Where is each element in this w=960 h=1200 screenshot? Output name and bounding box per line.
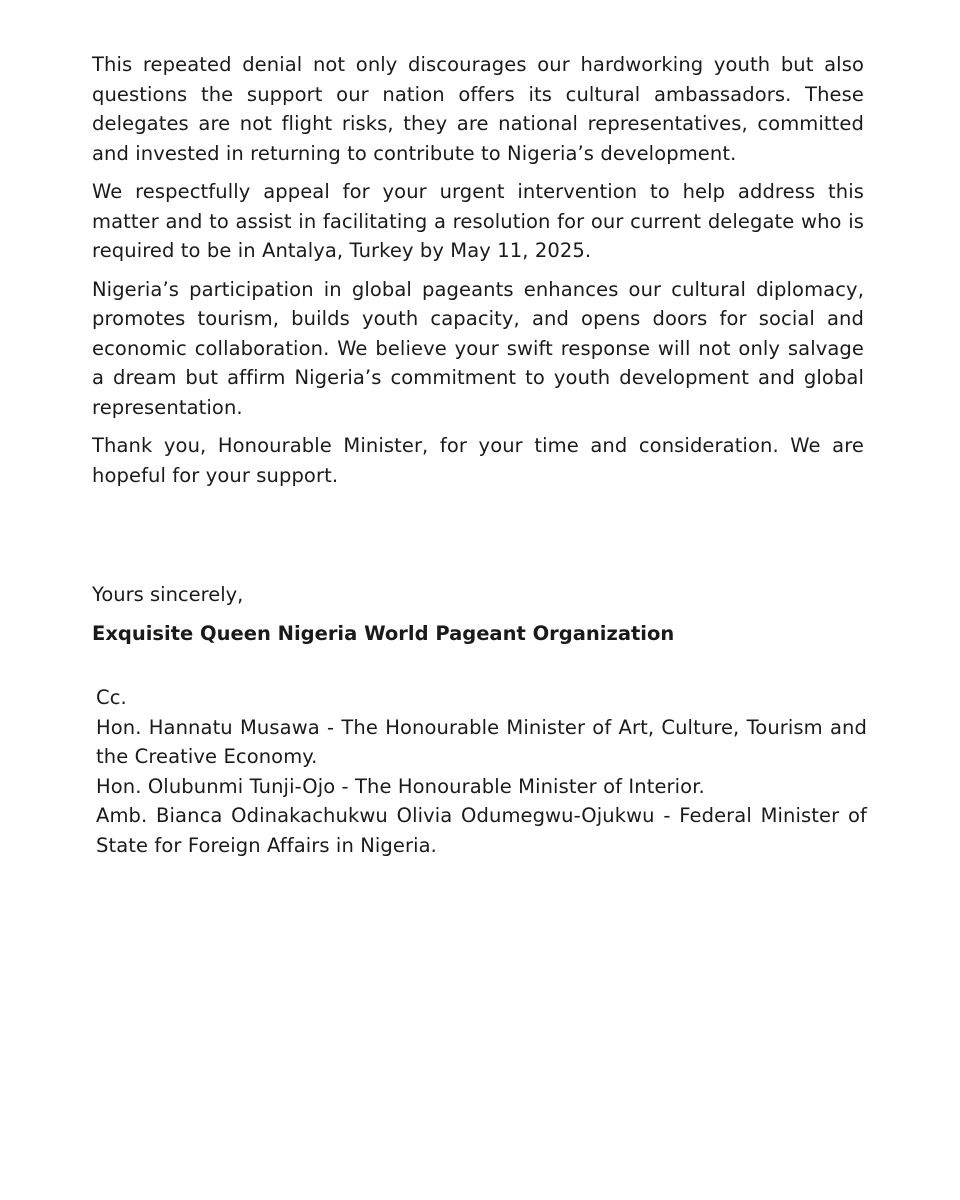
paragraph-appeal: We respectfully appeal for your urgent intervention to help address this matter and to assist in facilitating a resolution for our current delegate who is required to be in Antalya, Turkey by May 11, 2025. bbox=[92, 180, 864, 262]
cc-label: Cc. bbox=[96, 686, 127, 709]
closing-salutation: Yours sincerely, bbox=[92, 583, 244, 606]
letter-body bbox=[92, 50, 864, 499]
paragraph-denial-impact: This repeated denial not only discourages our hardworking youth but also questions the support our nation offers its cultural ambassadors. These delegates are not flight risks, they are national representatives, committed and invested in returning to contribute to Nigeria’s development. bbox=[92, 53, 864, 165]
signatory-organization: Exquisite Queen Nigeria World Pageant Organization bbox=[92, 621, 675, 645]
letter-closing bbox=[92, 580, 864, 648]
cc-recipient: Hon. Olubunmi Tunji-Ojo - The Honourable Minister of Interior. bbox=[96, 774, 705, 798]
paragraph-participation-benefits: Nigeria’s participation in global pageants enhances our cultural diplomacy, promotes tourism, builds youth capacity, and opens doors for social and economic collaboration. We believe your swift response will not only salvage a dream but affirm Nigeria’s commitment to youth development and global representation. bbox=[92, 277, 864, 419]
cc-recipient: Hon. Hannatu Musawa - The Honourable Minister of Art, Culture, Tourism and the Creative Economy. bbox=[96, 715, 867, 768]
cc-recipient: Amb. Bianca Odinakachukwu Olivia Odumegwu-Ojukwu - Federal Minister of State for Foreign Affairs in Nigeria. bbox=[96, 804, 867, 857]
paragraph-thanks: Thank you, Honourable Minister, for your time and consideration. We are hopeful for your support. bbox=[92, 434, 864, 487]
cc-list bbox=[96, 683, 867, 860]
